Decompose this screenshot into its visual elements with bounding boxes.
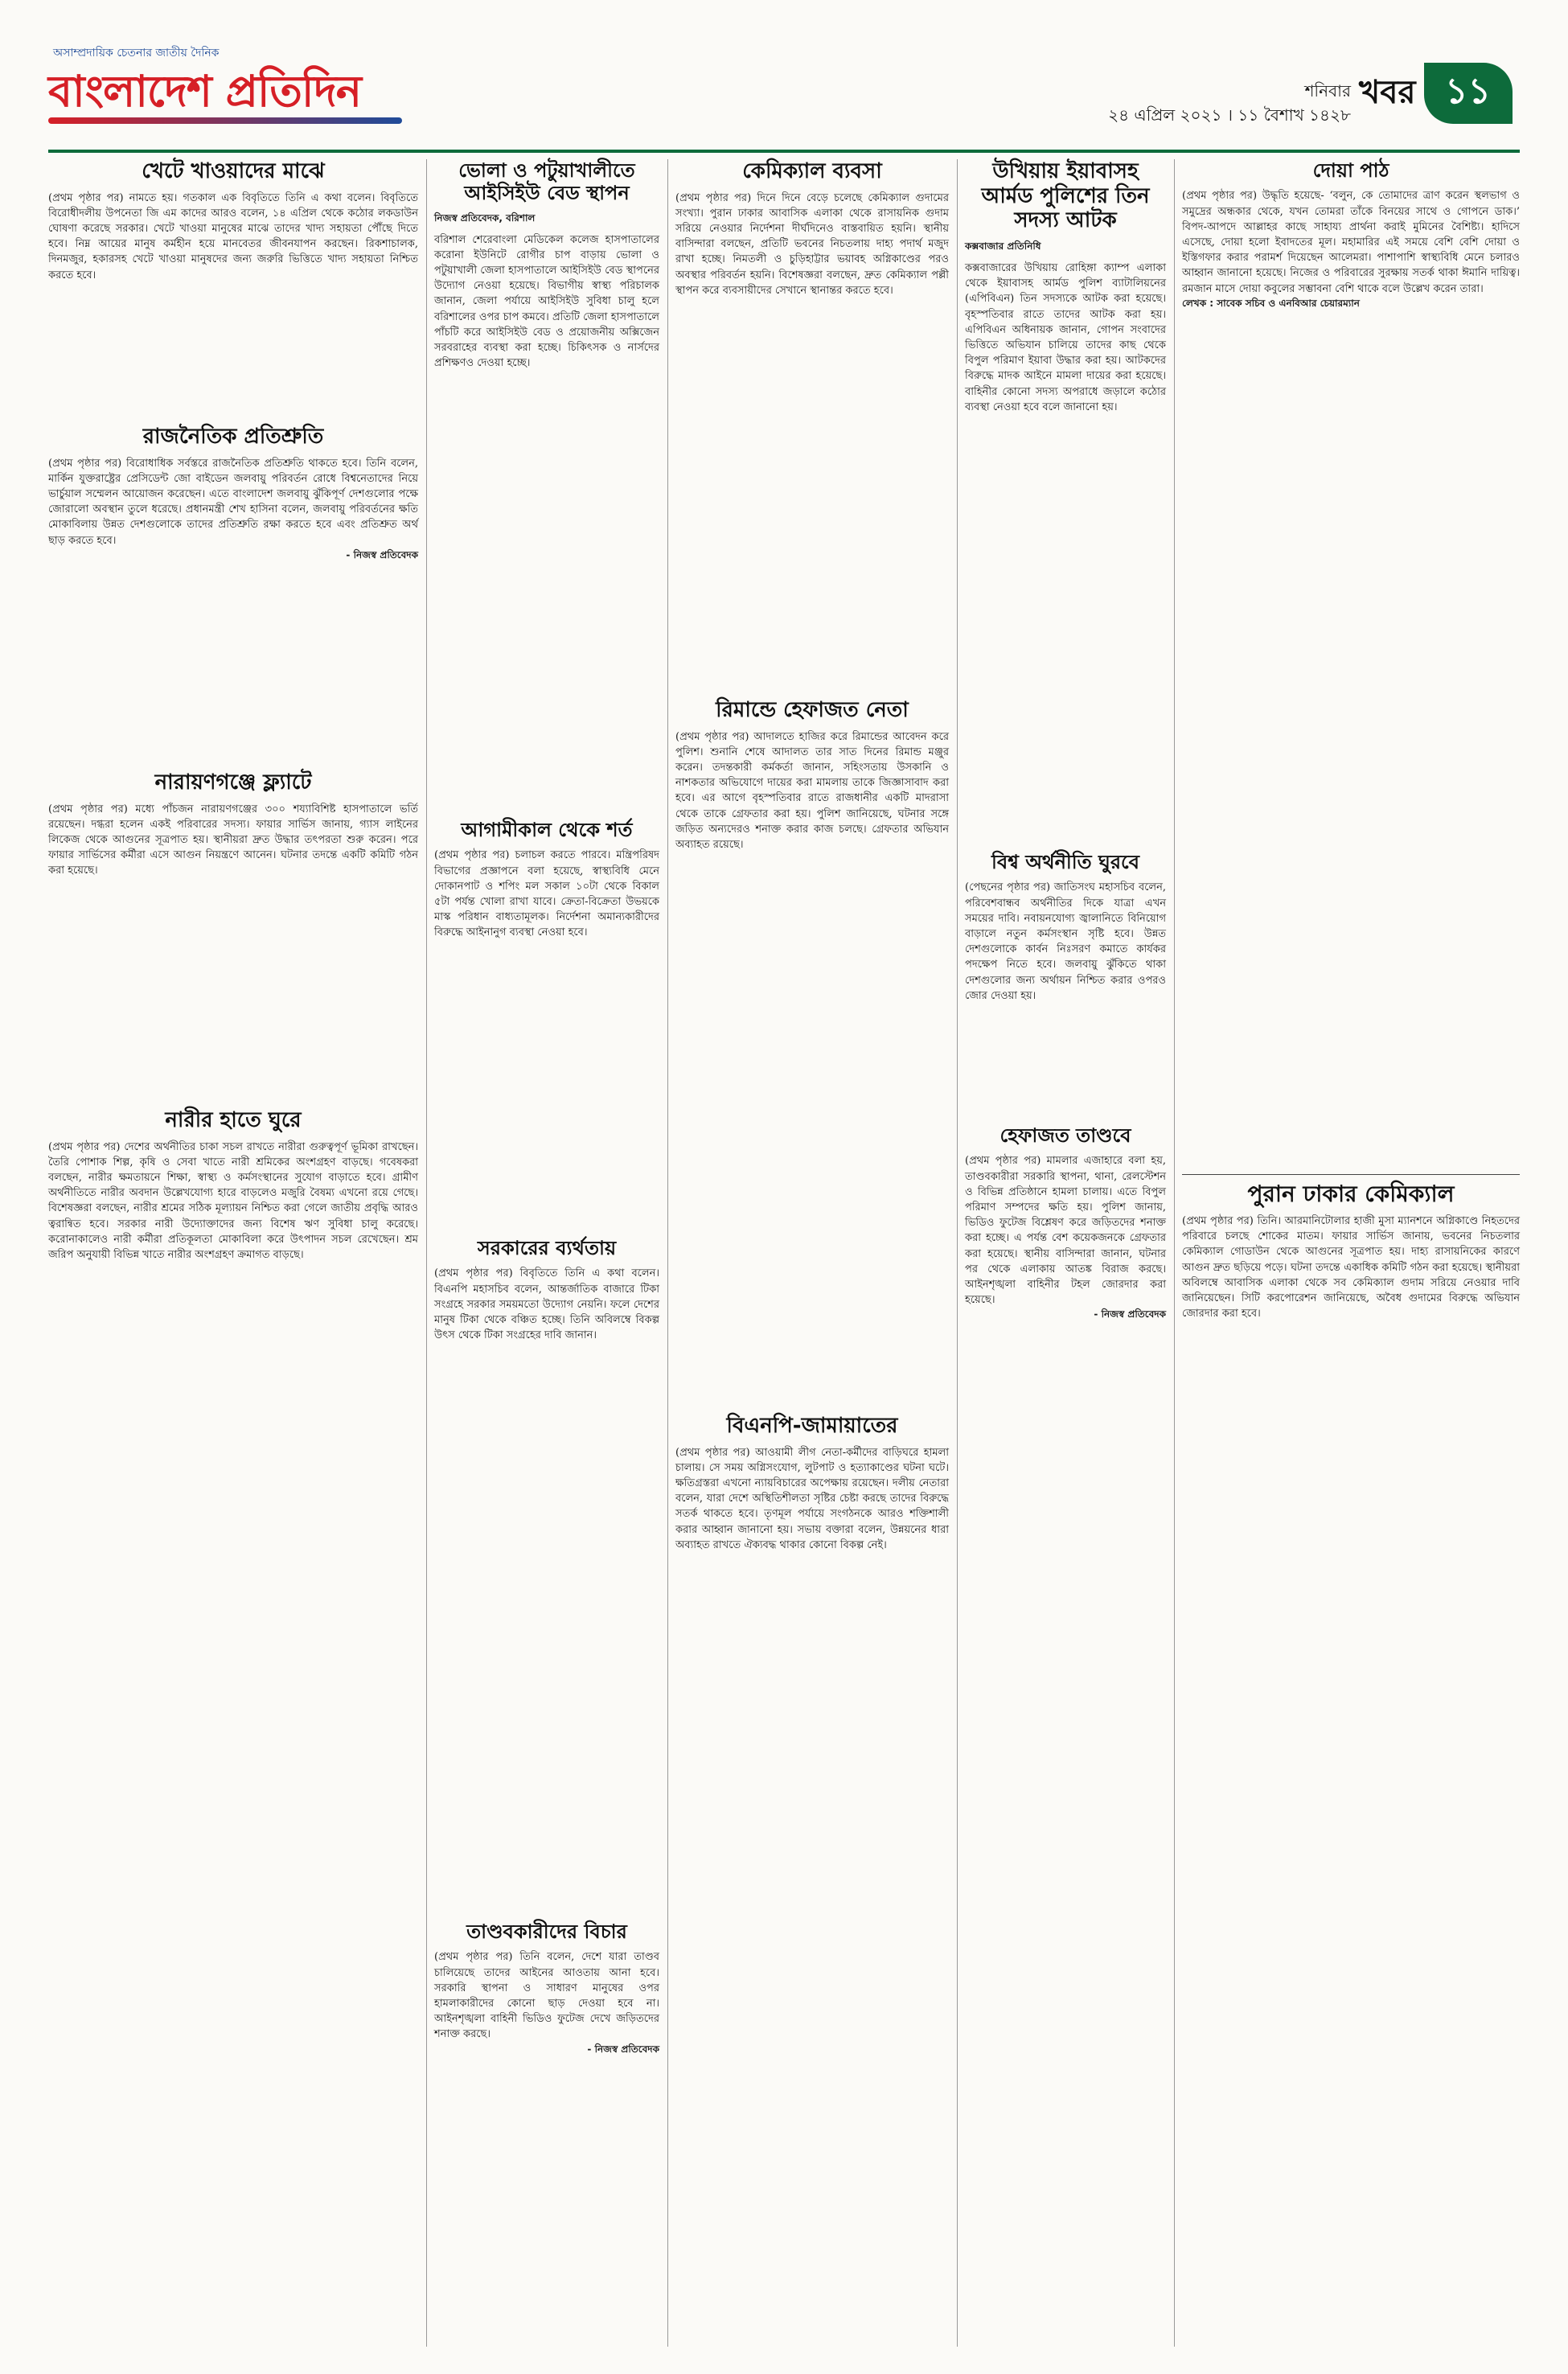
date-block (1108, 79, 1351, 127)
article-headline[interactable]: দোয়া পাঠ (1312, 159, 1389, 182)
issue-date: ২৪ এপ্রিল ২০২১ । ১১ বৈশাখ ১৪২৮ (1108, 105, 1351, 125)
article-headline[interactable]: রিমান্ডে হেফাজত নেতা (716, 698, 909, 722)
article-headline[interactable]: আগামীকাল থেকে শর্ত (461, 819, 633, 841)
weekday: শনিবার (1304, 81, 1351, 101)
article-body: বরিশাল শেরেবাংলা মেডিকেল কলেজ হাসপাতালের করোনা ইউনিটে রোগীর চাপ বাড়ায় ভোলা ও পটুয়াখালী জেলা হাসপাতালে আইসিইউ বেড স্থাপনের উদ্যোগ নেওয়া হয়েছে। বিভাগীয় স্বাস্থ্য পরিচালক জানান, জেলা পর্যায়ে আইসিইউ সুবিধা চালু হলে বরিশালের ওপর চাপ কমবে। প্রতিটি জেলা হাসপাতালে পাঁচটি করে আইসিইউ বেড ও প্রয়োজনীয় অক্সিজেন সরবরাহের ব্যবস্থা করা হচ্ছে। চিকিৎসক ও নার্সদের প্রশিক্ষণও দেওয়া হচ্ছে। (434, 233, 659, 370)
article-byline: - নিজস্ব প্রতিবেদক (346, 548, 418, 561)
column-divider (957, 159, 958, 2347)
article-body: (প্রথম পৃষ্ঠার পর) মামলার এজাহারে বলা হয়, তাণ্ডবকারীরা সরকারি স্থাপনা, থানা, রেলস্টেশন ও বিভিন্ন প্রতিষ্ঠানে হামলা চালায়। এতে বিপুল পরিমাণ সম্পদের ক্ষতি হয়। পুলিশ জানায়, ভিডিও ফুটেজ বিশ্লেষণ করে জড়িতদের শনাক্ত করা হচ্ছে। এ পর্যন্ত বেশ কয়েকজনকে গ্রেফতার করা হয়েছে। স্থানীয় বাসিন্দারা জানান, ঘটনার পর থেকে এলাকায় আতঙ্ক বিরাজ করছে। আইনশৃঙ্খলা বাহিনীর টহল জোরদার করা হয়েছে। (965, 1155, 1166, 1307)
article-body: (প্রথম পৃষ্ঠার পর) নামতে হয়। গতকাল এক বিবৃতিতে তিনি এ কথা বলেন। বিবৃতিতে বিরোধীদলীয় উপনেতা জি এম কাদের আরও বলেন, ১৪ এপ্রিল থেকে কঠোর লকডাউন ঘোষণা করেছে সরকার। খেটে খাওয়া মানুষের মাঝে তাদের খাদ্য সহায়তা পৌঁছে দিতে হবে। নিম্ন আয়ের মানুষ কর্মহীন হয়ে মানবেতর জীবনযাপন করছেন। রিকশাচালক, দিনমজুর, হকারসহ খেটে খাওয়া মানুষদের জন্য জরুরি ভিত্তিতে খাদ্য সহায়তা নিশ্চিত করতে হবে। (48, 191, 418, 281)
article-body: (প্রথম পৃষ্ঠার পর) তিনি বলেন, দেশে যারা তাণ্ডব চালিয়েছে তাদের আইনের আওতায় আনা হবে। সরকারি স্থাপনা ও সাধারণ মানুষের ওপর হামলাকারীদের কোনো ছাড় দেওয়া হবে না। আইনশৃঙ্খলা বাহিনী ভিডিও ফুটেজ দেখে জড়িতদের শনাক্ত করছে। (434, 1951, 659, 2041)
newspaper-logo[interactable] (48, 39, 499, 135)
article-hefajot-tandob (965, 1124, 1166, 1329)
article-headline[interactable]: উখিয়ায় ইয়াবাসহ আর্মড পুলিশের তিন সদস্য আটক (981, 159, 1150, 233)
article-bishwa-orthoniti (965, 851, 1166, 1004)
article-headline[interactable]: হেফাজত তাণ্ডবে (999, 1124, 1131, 1147)
article-divider (1182, 1174, 1520, 1175)
article-doa-path (1182, 159, 1520, 318)
article-agamikal-shorto (434, 819, 659, 941)
article-khete-khawa (48, 159, 418, 283)
article-sorkarer-byarthota (434, 1237, 659, 1343)
article-headline[interactable]: নারায়ণগঞ্জে ফ্ল্যাটে (154, 770, 312, 795)
article-body: (প্রথম পৃষ্ঠার পর) দেশের অর্থনীতির চাকা সচল রাখতে নারীরা গুরুত্বপূর্ণ ভূমিকা রাখছেন। তৈরি পোশাক শিল্প, কৃষি ও সেবা খাতে নারী শ্রমিকের অংশগ্রহণ বাড়ছে। গবেষকরা বলছেন, নারীর ক্ষমতায়নে শিক্ষা, স্বাস্থ্য ও কর্মসংস্থানের সুযোগ বাড়াতে হবে। গ্রামীণ অর্থনীতিতে নারীর অবদান উল্লেখযোগ্য হারে বাড়লেও মজুরি বৈষম্য এখনো রয়ে গেছে। বিশেষজ্ঞরা বলছেন, নারীর শ্রমের সঠিক মূল্যায়ন নিশ্চিত করা গেলে জাতীয় প্রবৃদ্ধি আরও ত্বরান্বিত হবে। সরকার নারী উদ্যোক্তাদের জন্য বিশেষ ঋণ সুবিধা চালু করেছে। করোনাকালেও নারী কর্মীরা প্রতিকূলতা মোকাবিলা করে উৎপাদন সচল রেখেছেন। শ্রম জরিপ অনুযায়ী বিভিন্ন খাতে নারীর অংশগ্রহণ ক্রমাগত বাড়ছে। (48, 1140, 418, 1262)
column-divider (426, 159, 427, 2347)
article-byline: কক্সবাজার প্রতিনিধি (965, 240, 1041, 253)
article-body: (পেছনের পৃষ্ঠার পর) জাতিসংঘ মহাসচিব বলেন, পরিবেশবান্ধব অর্থনীতির দিকে যাত্রা এখন সময়ের দাবি। নবায়নযোগ্য জ্বালানিতে বিনিয়োগ বাড়ালে নতুন কর্মসংস্থান সৃষ্টি হবে। উন্নত দেশগুলোকে কার্বন নিঃসরণ কমাতে কার্যকর পদক্ষেপ নিতে হবে। জলবায়ু ঝুঁকিতে থাকা দেশগুলোর জন্য অর্থায়ন নিশ্চিত করার ওপরও জোর দেওয়া হয়। (965, 881, 1166, 1002)
article-headline[interactable]: ভোলা ও পটুয়াখালীতে আইসিইউ বেড স্থাপন (458, 159, 635, 205)
column-divider (1174, 159, 1175, 2347)
article-body: (প্রথম পৃষ্ঠার পর) বিবৃতিতে তিনি এ কথা বলেন। বিএনপি মহাসচিব বলেন, আন্তর্জাতিক বাজারে টিকা সংগ্রহে সরকার সময়মতো উদ্যোগ নেয়নি। ফলে দেশের মানুষ টিকা থেকে বঞ্চিত হচ্ছে। তিনি অবিলম্বে বিকল্প উৎস থেকে টিকা সংগ্রহের দাবি জানান। (434, 1267, 659, 1342)
article-body: কক্সবাজারের উখিয়ায় রোহিঙ্গা ক্যাম্প এলাকা থেকে ইয়াবাসহ আর্মড পুলিশ ব্যাটালিয়নের (এপিবিএন) তিন সদস্যকে আটক করা হয়েছে। বৃহস্পতিবার রাতে তাদের আটক করা হয়। এপিবিএন অধিনায়ক জানান, গোপন সংবাদের ভিত্তিতে অভিযান চালিয়ে তাদের কাছ থেকে বিপুল পরিমাণ ইয়াবা উদ্ধার করা হয়। আটকদের বিরুদ্ধে মাদক আইনে মামলা দায়ের করা হয়েছে। বাহিনীর কোনো সদস্য অপরাধে জড়ালে কঠোর ব্যবস্থা নেওয়া হবে বলে জানানো হয়। (965, 262, 1166, 413)
article-tandobkari-bichar (434, 1920, 659, 2064)
section-name: খবর (1359, 73, 1416, 111)
article-ukhia-yaba (965, 159, 1166, 415)
article-byline: লেখক : সাবেক সচিব ও এনবিআর চেয়ারম্যান (1182, 297, 1360, 309)
article-headline[interactable]: তাণ্ডবকারীদের বিচার (466, 1920, 627, 1943)
article-headline[interactable]: নারীর হাতে ঘুরে (165, 1108, 302, 1132)
masthead (48, 23, 1528, 151)
section-badge (1359, 63, 1528, 124)
article-body: (প্রথম পৃষ্ঠার পর) উদ্ধৃতি হয়েছে- ‘বলুন, কে তোমাদের ত্রাণ করেন স্থলভাগ ও সমুদ্রের অন্ধকার থেকে, যখন তোমরা তাঁকে বিনয়ের সাথে ও গোপনে ডাক।’ বিপদ-আপদে আল্লাহর কাছে সাহায্য প্রার্থনা করাই মুমিনের বৈশিষ্ট্য। হাদিসে এসেছে, দোয়া হলো ইবাদতের মূল। মহামারির এই সময়ে বেশি বেশি দোয়া ও ইস্তিগফার করার পরামর্শ দিয়েছেন আলেমরা। পাশাপাশি স্বাস্থ্যবিধি মেনে চলারও আহ্বান জানানো হয়েছে। নিজের ও পরিবারের সুরক্ষায় সতর্ক থাকা ঈমানি দায়িত্ব। রমজান মাসে দোয়া কবুলের সম্ভাবনা বেশি থাকে বলে উল্লেখ করেন তারা। (1182, 190, 1520, 295)
article-body: (প্রথম পৃষ্ঠার পর) দিনে দিনে বেড়ে চলেছে কেমিক্যাল গুদামের সংখ্যা। পুরান ঢাকার আবাসিক এলাকা থেকে রাসায়নিক গুদাম সরিয়ে নেওয়ার নির্দেশনা দীর্ঘদিনেও বাস্তবায়িত হয়নি। স্থানীয় বাসিন্দারা বলছেন, প্রতিটি ভবনের নিচতলায় দাহ্য পদার্থ মজুদ রাখা হচ্ছে। নিমতলী ও চুড়িহাট্টার ভয়াবহ অগ্নিকাণ্ডের পরও অবস্থার পরিবর্তন হয়নি। বিশেষজ্ঞরা বলছেন, দ্রুত কেমিক্যাল পল্লী স্থাপন করে ব্যবসায়ীদের সেখানে স্থানান্তর করতে হবে। (675, 191, 949, 297)
article-chemical-bebsa (675, 159, 949, 298)
article-headline[interactable]: কেমিক্যাল ব্যবসা (742, 159, 882, 183)
article-headline[interactable]: বিশ্ব অর্থনীতি ঘুরবে (991, 851, 1140, 873)
logo-swoosh-icon (48, 117, 402, 124)
article-puran-dhaka-chemical (1182, 1181, 1520, 1321)
article-body: (প্রথম পৃষ্ঠার পর) চলাচল করতে পারবে। মন্ত্রিপরিষদ বিভাগের প্রজ্ঞাপনে বলা হয়েছে, স্বাস্থ্যবিধি মেনে দোকানপাট ও শপিং মল সকাল ১০টা থেকে বিকাল ৫টা পর্যন্ত খোলা রাখা যাবে। ক্রেতা-বিক্রেতা উভয়কে মাস্ক পরিধান বাধ্যতামূলক। নির্দেশনা অমান্যকারীদের বিরুদ্ধে আইনানুগ ব্যবস্থা নেওয়া হবে। (434, 849, 659, 939)
article-body: (প্রথম পৃষ্ঠার পর) আদালতে হাজির করে রিমান্ডের আবেদন করে পুলিশ। শুনানি শেষে আদালত তার সাত দিনের রিমান্ড মঞ্জুর করেন। তদন্তকারী কর্মকর্তা জানান, সহিংসতায় উসকানি ও নাশকতার অভিযোগে দায়ের করা মামলায় তাকে জিজ্ঞাসাবাদ করা হবে। এর আগে বৃহস্পতিবার রাতে রাজধানীর একটি মাদরাসা থেকে তাকে গ্রেফতার করা হয়। পুলিশ জানিয়েছে, ঘটনার সঙ্গে জড়িত অন্যদেরও শনাক্ত করার কাজ চলছে। গ্রেফতার অভিযান অব্যাহত রয়েছে। (675, 730, 949, 852)
article-body: (প্রথম পৃষ্ঠার পর) মধ্যে পাঁচজন নারায়ণগঞ্জের ৩০০ শয্যাবিশিষ্ট হাসপাতালে ভর্তি রয়েছেন। দগ্ধরা হলেন একই পরিবারের সদস্য। ফায়ার সার্ভিস জানায়, গ্যাস লাইনের লিকেজ থেকে আগুনের সূত্রপাত হয়। স্থানীয়রা দ্রুত উদ্ধার তৎপরতা শুরু করেন। পরে ফায়ার সার্ভিসের কর্মীরা এসে আগুন নিয়ন্ত্রণে আনেন। ঘটনার তদন্তে একটি কমিটি গঠন করা হয়েছে। (48, 803, 418, 877)
article-narayanganj (48, 770, 418, 879)
article-bnp-jamaat (675, 1414, 949, 1553)
masthead-rule (48, 150, 1520, 153)
article-body: (প্রথম পৃষ্ঠার পর) তিনি। আরমানিটোলার হাজী মুসা ম্যানশনে অগ্নিকাণ্ডে নিহতদের পরিবারে চলছে শোকের মাতম। ফায়ার সার্ভিস জানায়, ভবনের নিচতলার কেমিক্যাল গোডাউন থেকে আগুনের সূত্রপাত হয়। দাহ্য রাসায়নিকের কারণে আগুন দ্রুত ছড়িয়ে পড়ে। ঘটনা তদন্তে একাধিক কমিটি গঠন করা হয়েছে। স্থানীয়রা অবিলম্বে আবাসিক এলাকা থেকে সব কেমিক্যাল গুদাম সরিয়ে নেওয়ার দাবি জানিয়েছেন। সিটি করপোরেশন জানিয়েছে, অবৈধ গুদামের বিরুদ্ধে অভিযান জোরদার করা হবে। (1182, 1215, 1520, 1320)
article-bhola-icu (434, 159, 659, 371)
article-narir-hate (48, 1108, 418, 1263)
article-body: (প্রথম পৃষ্ঠার পর) বিরোধাধিক সর্বস্তরে রাজনৈতিক প্রতিশ্রুতি থাকতে হবে। তিনি বলেন, মার্কিন যুক্তরাষ্ট্রের প্রেসিডেন্ট জো বাইডেন জলবায়ু পরিবর্তন রোধে বিশ্বনেতাদের নিয়ে ভার্চুয়াল সম্মেলন আয়োজন করেছেন। এতে বাংলাদেশ জলবায়ু ঝুঁকিপূর্ণ দেশগুলোর পক্ষে জোরালো অবস্থান তুলে ধরেছে। প্রধানমন্ত্রী শেখ হাসিনা বলেন, জলবায়ু পরিবর্তনের ক্ষতি মোকাবিলায় উন্নত দেশগুলোকে তাদের প্রতিশ্রুতি রক্ষা করতে হবে এবং প্রতিশ্রুত অর্থ ছাড় করতে হবে। (48, 457, 418, 547)
logo-wordmark: বাংলাদেশ প্রতিদিন (48, 66, 361, 117)
article-byline: - নিজস্ব প্রতিবেদক (587, 2043, 659, 2055)
article-remand-hefajot (675, 698, 949, 852)
logo-tagline: অসাম্প্রদায়িক চেতনার জাতীয় দৈনিক (53, 47, 220, 60)
article-headline[interactable]: রাজনৈতিক প্রতিশ্রুতি (142, 425, 324, 449)
page-number: ১১ (1424, 63, 1513, 124)
article-rajnoitik (48, 425, 418, 569)
article-byline: - নিজস্ব প্রতিবেদক (1094, 1308, 1166, 1320)
article-byline: নিজস্ব প্রতিবেদক, বরিশাল (434, 212, 536, 224)
article-headline[interactable]: খেটে খাওয়াদের মাঝে (142, 159, 325, 183)
column-divider (667, 159, 668, 2347)
article-headline[interactable]: পুরান ঢাকার কেমিক্যাল (1247, 1181, 1455, 1207)
article-headline[interactable]: বিএনপি-জামায়াতের (726, 1414, 898, 1438)
article-headline[interactable]: সরকারের ব্যর্থতায় (477, 1237, 617, 1259)
article-body: (প্রথম পৃষ্ঠার পর) আওয়ামী লীগ নেতা-কর্মীদের বাড়িঘরে হামলা চালায়। সে সময় অগ্নিসংযোগ, লুটপাট ও হত্যাকাণ্ডের ঘটনা ঘটে। ক্ষতিগ্রস্তরা এখনো ন্যায়বিচারের অপেক্ষায় রয়েছেন। দলীয় নেতারা বলেন, যারা দেশে অস্থিতিশীলতা সৃষ্টির চেষ্টা করছে তাদের বিরুদ্ধে সতর্ক থাকতে হবে। তৃণমূল পর্যায়ে সংগঠনকে আরও শক্তিশালী করার আহ্বান জানানো হয়। সভায় বক্তারা বলেন, উন্নয়নের ধারা অব্যাহত রাখতে ঐক্যবদ্ধ থাকার কোনো বিকল্প নেই। (675, 1446, 949, 1551)
